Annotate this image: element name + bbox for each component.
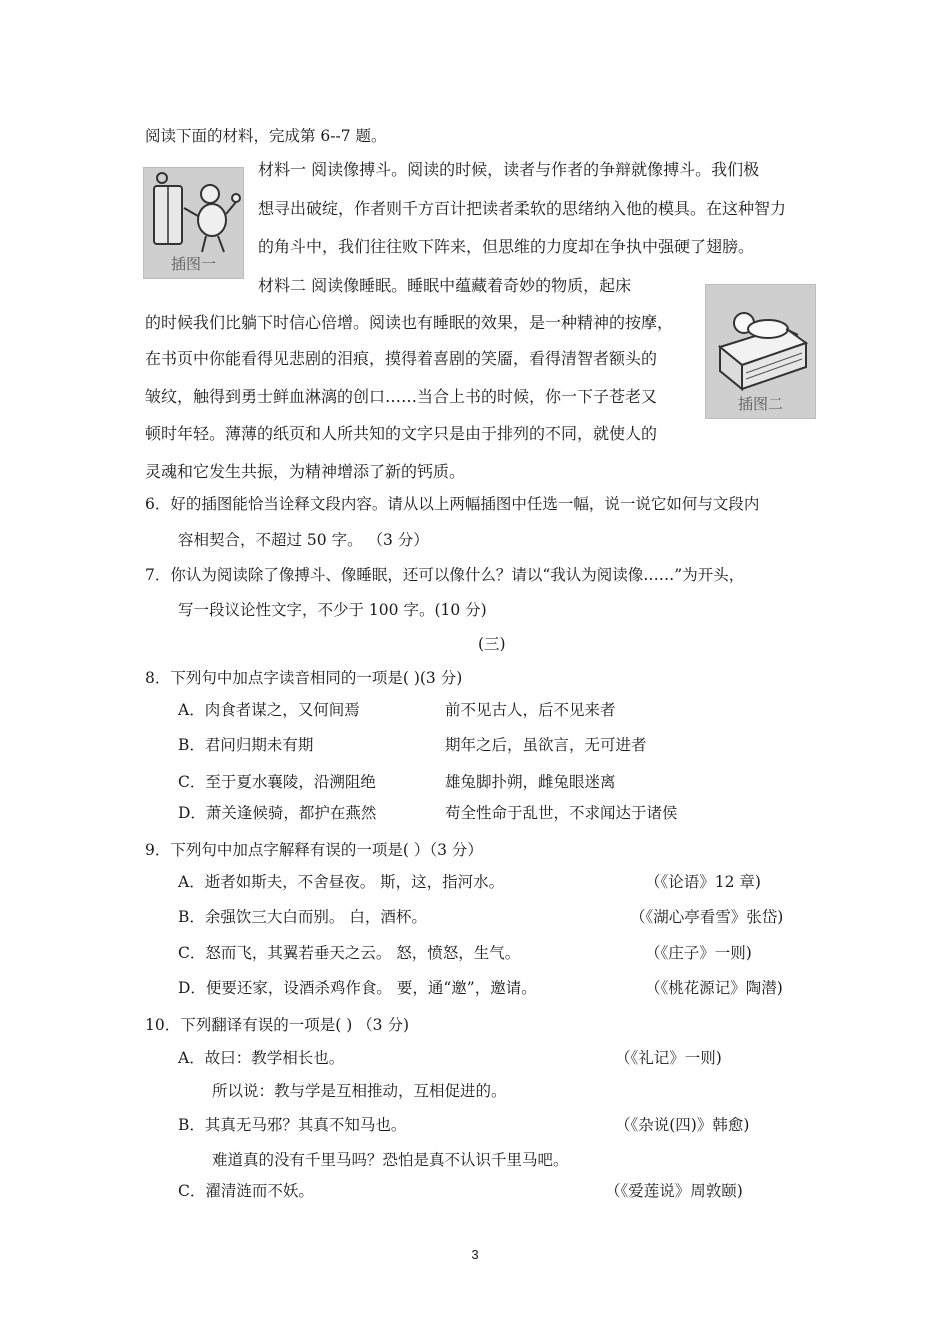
question-10-stem: 10．下列翻译有误的一项是( ) （3 分) bbox=[145, 1016, 410, 1034]
material2-line-5: 顿时年轻。薄薄的纸页和人所共知的文字只是由于排列的不同，就使人的 bbox=[145, 424, 658, 443]
question-9-option-b-source: （《湖心亭看雪》张岱) bbox=[630, 908, 784, 926]
material2-line-4: 皱纹，触得到勇士鲜血淋漓的创口……当合上书的时候，你一下子苍老又 bbox=[145, 387, 658, 406]
question-8-option-a-pair: 前不见古人，后不见来者 bbox=[445, 701, 616, 719]
question-6-line-1: 6．好的插图能恰当诠释文段内容。请从以上两幅插图中任选一幅，说一说它如何与文段内 bbox=[145, 495, 760, 513]
material2-line-6: 灵魂和它发生共振，为精神增添了新的钙质。 bbox=[145, 462, 466, 481]
question-9-option-b: B．余强饮三大白而别。 白，酒杯。 bbox=[178, 908, 427, 926]
illustration-one-caption: 插图一 bbox=[170, 255, 216, 273]
question-10-option-b: B．其真无马邪？其真不知马也。 bbox=[178, 1116, 407, 1134]
fighting-figure-icon bbox=[144, 168, 243, 260]
question-8-option-a: A．肉食者谋之，又何间焉 bbox=[178, 701, 360, 719]
question-8-option-d-pair: 苟全性命于乱世，不求闻达于诸侯 bbox=[445, 804, 678, 822]
section-heading: (三) bbox=[478, 635, 506, 653]
illustration-one bbox=[143, 167, 244, 279]
question-10-option-b-source: （《杂说(四)》韩愈) bbox=[615, 1116, 750, 1134]
material2-line-2: 的时候我们比躺下时信心倍增。阅读也有睡眠的效果，是一种精神的按摩， bbox=[145, 313, 674, 332]
question-8-option-b: B．君问归期未有期 bbox=[178, 736, 314, 754]
question-8-option-d: D．萧关逢候骑，都护在燕然 bbox=[178, 804, 377, 822]
question-10-option-a-source: （《礼记》一则) bbox=[615, 1049, 722, 1067]
question-8-option-c: C．至于夏水襄陵，沿溯阻绝 bbox=[178, 773, 376, 791]
question-8-option-b-pair: 期年之后，虽欲言，无可进者 bbox=[445, 736, 647, 754]
question-10-option-a-translation: 所以说：教与学是互相推动，互相促进的。 bbox=[212, 1082, 507, 1100]
question-10-option-a: A．故曰：教学相长也。 bbox=[178, 1049, 345, 1067]
question-9-stem: 9．下列句中加点字解释有误的一项是( ）（3 分） bbox=[145, 841, 483, 859]
question-8-stem: 8．下列句中加点字读音相同的一项是( )(3 分) bbox=[145, 669, 463, 687]
material2-line-3: 在书页中你能看得见悲剧的泪痕，摸得着喜剧的笑靥，看得清智者额头的 bbox=[145, 349, 658, 368]
material1-line-3: 的角斗中，我们往往败下阵来，但思维的力度却在争执中强硬了翅膀。 bbox=[258, 237, 755, 256]
question-8-option-c-pair: 雄兔脚扑朔，雌兔眼迷离 bbox=[445, 773, 616, 791]
question-9-option-d: D．便要还家，设酒杀鸡作食。 要，通“邀”，邀请。 bbox=[178, 979, 537, 997]
question-9-option-d-source: （《桃花源记》陶潜) bbox=[645, 979, 783, 997]
sleeping-on-book-icon bbox=[706, 285, 815, 393]
illustration-two bbox=[705, 284, 816, 419]
question-10-option-c-source: （《爱莲说》周敦颐) bbox=[605, 1182, 743, 1200]
question-9-option-a: A．逝者如斯夫，不舍昼夜。 斯，这，指河水。 bbox=[178, 873, 505, 891]
material1-line-2: 想寻出破绽，作者则千方百计把读者柔软的思绪纳入他的模具。在这种智力 bbox=[258, 199, 787, 218]
question-9-option-c: C．怒而飞，其翼若垂天之云。 怒，愤怒，生气。 bbox=[178, 944, 521, 962]
intro-text: 阅读下面的材料，完成第 6--7 题。 bbox=[145, 127, 387, 145]
question-6-line-2: 容相契合，不超过 50 字。 （3 分） bbox=[178, 531, 429, 549]
question-7-line-2: 写一段议论性文字，不少于 100 字。(10 分) bbox=[178, 601, 487, 619]
question-10-option-b-translation: 难道真的没有千里马吗？恐怕是真不认识千里马吧。 bbox=[212, 1151, 569, 1169]
question-10-option-c: C．濯清涟而不妖。 bbox=[178, 1182, 314, 1200]
page-number: 3 bbox=[471, 1247, 479, 1262]
question-7-line-1: 7．你认为阅读除了像搏斗、像睡眠，还可以像什么？请以“我认为阅读像……”为开头， bbox=[145, 566, 745, 584]
illustration-two-caption: 插图二 bbox=[737, 395, 783, 413]
material2-line-1: 材料二 阅读像睡眠。睡眠中蕴藏着奇妙的物质，起床 bbox=[258, 276, 632, 295]
question-9-option-c-source: （《庄子》一则) bbox=[645, 944, 752, 962]
question-9-option-a-source: （《论语》12 章) bbox=[645, 873, 761, 891]
material1-line-1: 材料一 阅读像搏斗。阅读的时候，读者与作者的争辩就像搏斗。我们极 bbox=[258, 160, 760, 179]
